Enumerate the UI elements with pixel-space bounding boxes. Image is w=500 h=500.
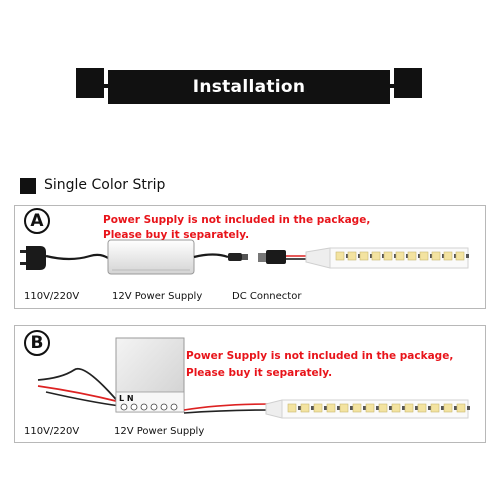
led-chip <box>431 404 439 412</box>
panel-a-label-mains: 110V/220V <box>24 291 80 302</box>
led-chip <box>408 252 416 260</box>
led-chip <box>384 252 392 260</box>
led-chip <box>405 404 413 412</box>
page-title: Installation <box>108 70 390 104</box>
led-chip <box>392 404 400 412</box>
led-chip <box>340 404 348 412</box>
panel-b-label-psu: 12V Power Supply <box>114 426 205 437</box>
dc-connector <box>258 250 306 264</box>
resistor <box>454 406 457 410</box>
plug-icon <box>20 246 108 270</box>
resistor <box>389 406 392 410</box>
terminal-screw <box>171 404 177 410</box>
led-chip <box>432 252 440 260</box>
led-chip <box>360 252 368 260</box>
panel-b-note-line2: Please buy it separately. <box>186 367 333 379</box>
led-chip <box>353 404 361 412</box>
led-strip-b <box>266 400 470 418</box>
terminal-screw <box>121 404 127 410</box>
resistor <box>363 406 366 410</box>
mains-wires <box>38 369 120 406</box>
led-chip <box>420 252 428 260</box>
led-chip <box>457 404 465 412</box>
power-supply-a <box>108 240 194 274</box>
panel-b-label-mains: 110V/220V <box>24 426 80 437</box>
led-chip <box>327 404 335 412</box>
led-chip <box>372 252 380 260</box>
resistor <box>298 406 301 410</box>
led-chip <box>456 252 464 260</box>
terminal-label: L N <box>119 394 134 403</box>
terminal-screw <box>131 404 137 410</box>
resistor <box>467 406 470 410</box>
panel-a-note-line1: Power Supply is not included in the package, <box>103 214 371 226</box>
led-chip <box>288 404 296 412</box>
dc-cable <box>194 253 248 261</box>
led-chip <box>444 252 452 260</box>
panel-a-label-psu: 12V Power Supply <box>112 291 203 302</box>
panel-a-label-connector: DC Connector <box>232 291 302 302</box>
led-chip <box>418 404 426 412</box>
resistor <box>466 254 469 258</box>
resistor <box>311 406 314 410</box>
resistor <box>337 406 340 410</box>
section-title: Single Color Strip <box>44 177 166 193</box>
resistor <box>350 406 353 410</box>
led-chip <box>348 252 356 260</box>
marker-a: A <box>24 208 50 234</box>
terminal-screw <box>161 404 167 410</box>
led-chip <box>314 404 322 412</box>
led-chip <box>396 252 404 260</box>
resistor <box>441 406 444 410</box>
led-chip <box>444 404 452 412</box>
led-chip <box>336 252 344 260</box>
resistor <box>415 406 418 410</box>
resistor <box>324 406 327 410</box>
resistor <box>428 406 431 410</box>
led-chip <box>379 404 387 412</box>
panel-a-note-line2: Please buy it separately. <box>103 229 250 241</box>
led-strip-a <box>306 248 469 268</box>
marker-b: B <box>24 330 50 356</box>
led-chip <box>301 404 309 412</box>
panel-b-note-line1: Power Supply is not included in the package, <box>186 350 454 362</box>
led-chip <box>366 404 374 412</box>
resistor <box>402 406 405 410</box>
output-wires <box>184 404 270 413</box>
terminal-screw <box>151 404 157 410</box>
resistor <box>376 406 379 410</box>
terminal-screw <box>141 404 147 410</box>
